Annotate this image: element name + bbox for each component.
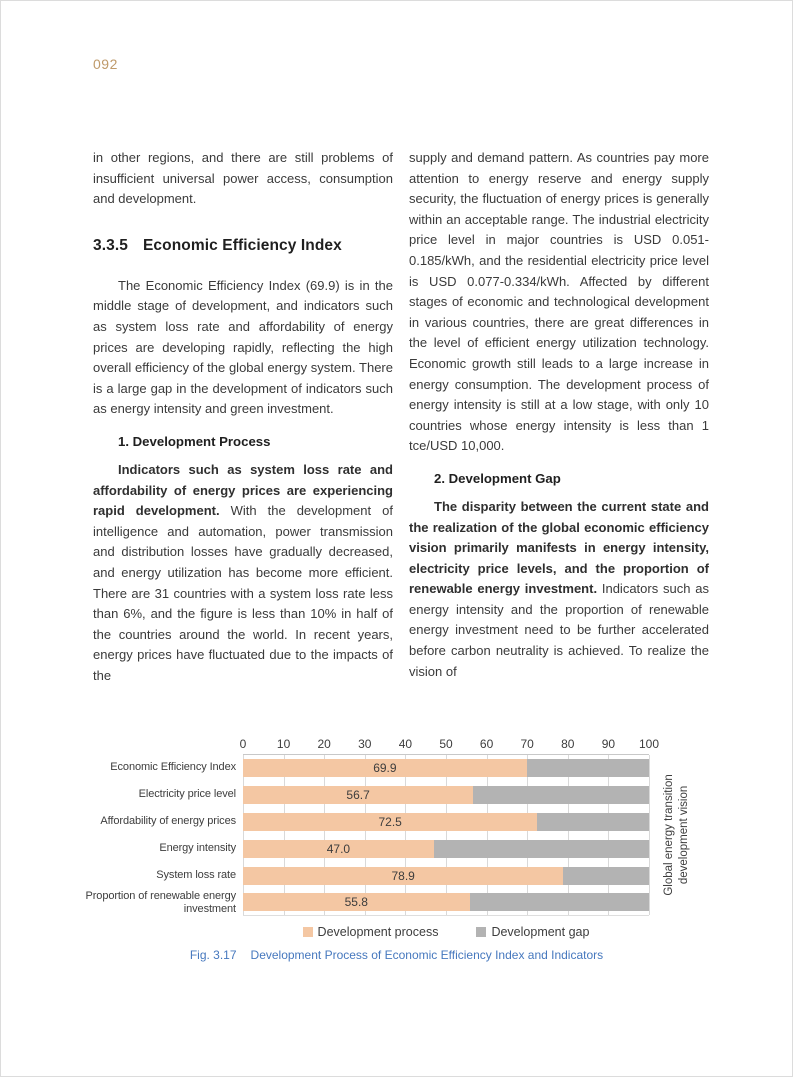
right-axis-label bbox=[662, 774, 692, 895]
stacked-bar bbox=[243, 867, 649, 885]
gridline bbox=[649, 755, 650, 915]
stacked-bar bbox=[243, 759, 649, 777]
chart-bar-row bbox=[243, 889, 649, 916]
subheading-development-gap: 2. Development Gap bbox=[434, 470, 561, 486]
right-axis-label-line: development vision bbox=[677, 785, 690, 885]
section-number: 3.3.5 bbox=[93, 236, 128, 254]
bar-value-label: 72.5 bbox=[378, 814, 402, 829]
bar-segment-development-gap bbox=[470, 893, 649, 911]
stacked-bar bbox=[243, 893, 649, 911]
legend-label: Development process bbox=[317, 925, 439, 939]
chart-category-label: Electricity price level bbox=[138, 788, 236, 801]
x-tick-label: 30 bbox=[358, 737, 372, 751]
figure-title: Development Process of Economic Efficiency Index and Indicators bbox=[250, 948, 604, 962]
legend-label: Development gap bbox=[491, 925, 590, 939]
legend-item bbox=[476, 925, 589, 939]
chart-category-label: System loss rate bbox=[156, 869, 236, 882]
lead-sentence-development-gap: The disparity between the current state and the realization of the global economic efficiency vision primarily manifests in energy intensity, electricity price levels, and the proportion of renewable energy investment. bbox=[409, 498, 709, 597]
right-column bbox=[409, 148, 709, 686]
chart-legend bbox=[243, 925, 649, 939]
subheading-development-process: 1. Development Process bbox=[118, 433, 271, 449]
chart-bar-row bbox=[243, 862, 649, 889]
paragraph-intro: in other regions, and there are still problems of insufficient universal power access, consumption and development. bbox=[93, 150, 393, 207]
paragraph-development-gap bbox=[409, 497, 709, 682]
paragraph-development-process-rest: With the development of intelligence and automation, power transmission and distribution losses have gradually decreased, and energy utilization has become more efficient. There are 31 countries with a system loss rate less than 6%, and the figure is less than 10% in half of the countries around the world. In recent years, energy prices have fluctuated due to the impacts of the bbox=[93, 503, 393, 683]
chart-bar-row bbox=[243, 755, 649, 782]
chart-category-label: Proportion of renewable energy investment bbox=[85, 889, 236, 915]
x-tick-label: 10 bbox=[276, 737, 291, 751]
chart-plot bbox=[243, 754, 649, 916]
paragraph-development-gap-rest: Indicators such as energy intensity and the proportion of renewable energy investment need to be further accelerated before carbon neutrality is achieved. To realize the vision of bbox=[409, 581, 710, 679]
x-tick-label: 90 bbox=[601, 737, 616, 751]
paragraph-overview: The Economic Efficiency Index (69.9) is in the middle stage of development, and indicators such as system loss rate and affordability of energy prices are developing rapidly, reflecting the high overall efficiency of the global energy system. There is a large gap in the development of indicators such as energy intensity and green investment. bbox=[93, 277, 393, 417]
legend-item bbox=[303, 925, 439, 939]
chart-category-labels bbox=[83, 734, 243, 916]
bar-value-label: 56.7 bbox=[346, 788, 370, 803]
bar-value-label: 47.0 bbox=[326, 841, 351, 856]
bar-segment-development-process bbox=[243, 813, 537, 831]
chart-fig-3-17 bbox=[83, 734, 708, 939]
bar-value-label: 78.9 bbox=[391, 868, 415, 883]
bar-segment-development-process bbox=[243, 840, 434, 858]
chart-bar-row bbox=[243, 782, 649, 809]
right-axis-label-line: Global energy transition bbox=[662, 774, 675, 896]
bar-segment-development-gap bbox=[473, 786, 649, 804]
chart-category-label: Affordability of energy prices bbox=[100, 815, 236, 828]
section-heading bbox=[93, 237, 393, 255]
left-column bbox=[93, 148, 393, 686]
x-tick-label: 80 bbox=[561, 737, 575, 751]
legend-swatch-icon bbox=[476, 927, 486, 937]
x-tick-label: 20 bbox=[317, 737, 331, 751]
x-tick-label: 50 bbox=[439, 737, 453, 751]
paragraph-development-process bbox=[93, 460, 393, 687]
bar-segment-development-process bbox=[243, 893, 470, 911]
section-title: Economic Efficiency Index bbox=[142, 236, 342, 254]
chart-category-label: Economic Efficiency Index bbox=[110, 761, 236, 774]
bar-segment-development-process bbox=[243, 759, 527, 777]
right-axis bbox=[649, 734, 704, 916]
bar-value-label: 55.8 bbox=[344, 895, 368, 910]
chart-category-label: Energy intensity bbox=[159, 842, 236, 855]
bar-segment-development-gap bbox=[434, 840, 649, 858]
chart-bar-row bbox=[243, 835, 649, 862]
bar-segment-development-gap bbox=[563, 867, 649, 885]
x-tick-label: 70 bbox=[520, 737, 534, 751]
lead-sentence-development-process: Indicators such as system loss rate and affordability of energy prices are experiencing rapid development. bbox=[93, 461, 393, 519]
bar-segment-development-gap bbox=[537, 813, 649, 831]
bar-value-label: 69.9 bbox=[373, 761, 397, 776]
x-axis-ticks bbox=[239, 734, 660, 754]
bar-segment-development-process bbox=[243, 867, 563, 885]
x-tick-label: 60 bbox=[479, 737, 494, 751]
stacked-bar bbox=[243, 786, 649, 804]
x-tick-label: 100 bbox=[638, 737, 660, 751]
paragraph-supply-demand: supply and demand pattern. As countries pay more attention to energy reserve and energy supply security, the fluctuation of energy prices is generally within an acceptable range. The industrial electricity price level in major countries is USD 0.051-0.185/kWh, and the residential electricity price level is USD 0.077-0.334/kWh. Affected by different stages of economic and technological development in various countries, there are great differences in the level of efficient energy utilization technology. Economic growth still leads to a large increase in energy consumption. The development process of energy intensity is still at a low stage, with only 10 countries whose energy intensity is less than 1 tce/USD 10,000. bbox=[409, 150, 709, 454]
x-tick-label: 40 bbox=[398, 737, 413, 751]
figure-label: Fig. 3.17 bbox=[189, 948, 237, 962]
page-number: 092 bbox=[93, 56, 118, 72]
chart-bar-row bbox=[243, 809, 649, 836]
text-columns bbox=[93, 148, 709, 686]
legend-swatch-icon bbox=[303, 927, 313, 937]
figure-caption bbox=[1, 948, 792, 962]
stacked-bar bbox=[243, 813, 649, 831]
bar-segment-development-gap bbox=[527, 759, 649, 777]
bar-segment-development-process bbox=[243, 786, 473, 804]
x-tick-label: 0 bbox=[239, 737, 247, 751]
chart-grid bbox=[83, 734, 708, 939]
chart-plot-column bbox=[239, 734, 660, 939]
stacked-bar bbox=[243, 840, 649, 858]
